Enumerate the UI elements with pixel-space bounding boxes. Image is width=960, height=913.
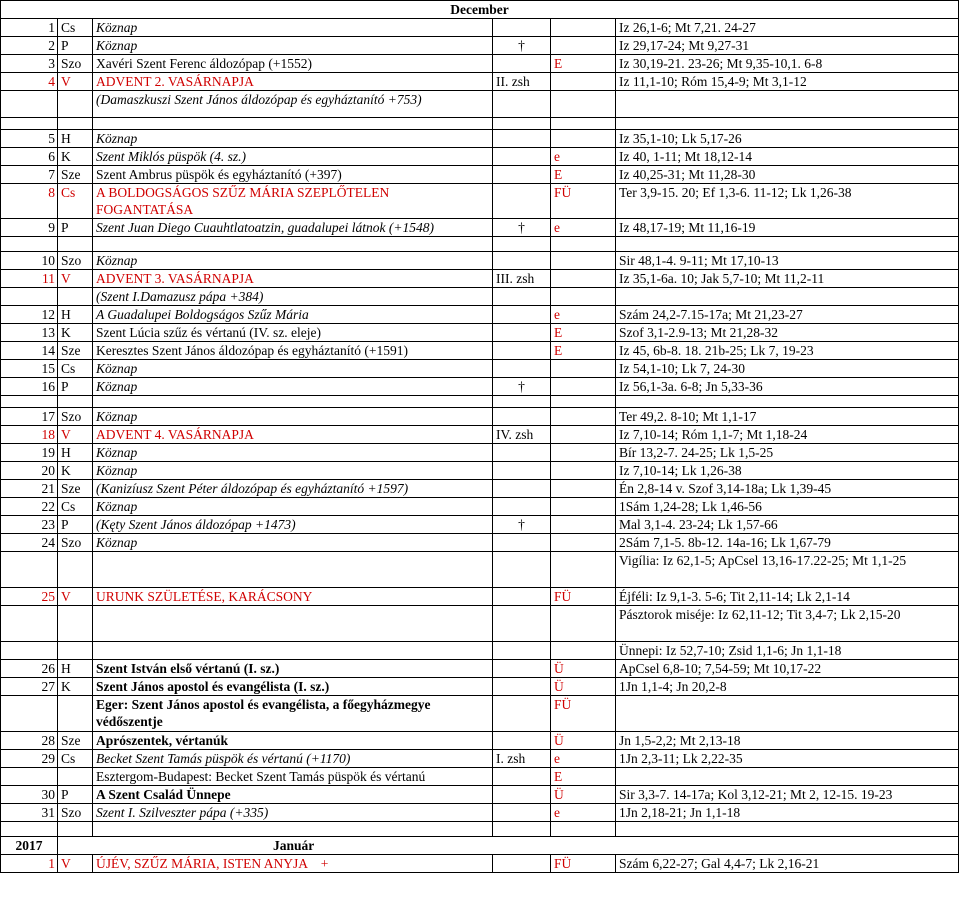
readings: Én 2,8-14 v. Szof 3,14-18a; Lk 1,39-45 — [616, 480, 959, 498]
feast-name: Köznap — [93, 534, 493, 552]
day-number: 4 — [1, 73, 58, 91]
mark-cell — [493, 732, 551, 750]
readings: 1Jn 2,3-11; Lk 2,22-35 — [616, 750, 959, 768]
feast-name: Köznap — [93, 130, 493, 148]
feast-name: A Szent Család Ünnepe — [93, 786, 493, 804]
calendar-row-continuation — [1, 768, 959, 786]
day-number: 23 — [1, 516, 58, 534]
readings: Szof 3,1-2.9-13; Mt 21,28-32 — [616, 324, 959, 342]
mark-cell: I. zsh — [493, 750, 551, 768]
calendar-row-dec-8 — [1, 184, 959, 219]
mark-cell — [493, 184, 551, 219]
feast-name: A BOLDOGSÁGOS SZŰZ MÁRIA SZEPLŐTELEN FOGANTATÁSA — [93, 184, 493, 219]
empty-cell — [58, 91, 93, 118]
feast-name: Szent János apostol és evangélista (I. sz.) — [93, 678, 493, 696]
day-number: 17 — [1, 408, 58, 426]
day-number: 10 — [1, 252, 58, 270]
year-month-header-row — [1, 837, 959, 855]
readings: Ter 3,9-15. 20; Ef 1,3-6. 11-12; Lk 1,26-38 — [616, 184, 959, 219]
feast-name: (Kanizíusz Szent Péter áldozópap és egyháztanító +1597) — [93, 480, 493, 498]
mark-cell — [493, 252, 551, 270]
readings: 1Jn 2,18-21; Jn 1,1-18 — [616, 804, 959, 822]
readings: Vigília: Iz 62,1-5; ApCsel 13,16-17.22-25; Mt 1,1-25 — [616, 552, 959, 588]
day-number: 16 — [1, 378, 58, 396]
readings: Iz 26,1-6; Mt 7,21. 24-27 — [616, 19, 959, 37]
weekday: P — [58, 378, 93, 396]
day-number: 14 — [1, 342, 58, 360]
weekday: K — [58, 678, 93, 696]
calendar-row-dec-24 — [1, 534, 959, 552]
rank-code: E — [551, 768, 616, 786]
mark-cell — [493, 660, 551, 678]
mark-cell — [493, 678, 551, 696]
mark-cell — [493, 462, 551, 480]
month-title-december: December — [1, 1, 959, 19]
rank-code — [551, 37, 616, 55]
empty-cell — [1, 91, 58, 118]
day-number: 26 — [1, 660, 58, 678]
feast-name: Köznap — [93, 19, 493, 37]
rank-code: e — [551, 148, 616, 166]
weekday: H — [58, 660, 93, 678]
rank-code: e — [551, 306, 616, 324]
mark-cell: II. zsh — [493, 73, 551, 91]
day-number: 3 — [1, 55, 58, 73]
feast-name: Aprószentek, vértanúk — [93, 732, 493, 750]
calendar-row-dec-21 — [1, 480, 959, 498]
feast-name — [93, 642, 493, 660]
empty-cell — [551, 91, 616, 118]
feast-name: Szent Ambrus püspök és egyháztanító (+397) — [93, 166, 493, 184]
readings: Iz 11,1-10; Róm 15,4-9; Mt 3,1-12 — [616, 73, 959, 91]
weekday: Sze — [58, 166, 93, 184]
weekday: Szo — [58, 804, 93, 822]
calendar-row-dec-17 — [1, 408, 959, 426]
calendar-row-dec-6 — [1, 148, 959, 166]
calendar-row-dec-9 — [1, 219, 959, 237]
day-number — [1, 696, 58, 732]
readings: Szám 24,2-7.15-17a; Mt 21,23-27 — [616, 306, 959, 324]
readings: Mal 3,1-4. 23-24; Lk 1,57-66 — [616, 516, 959, 534]
day-number: 29 — [1, 750, 58, 768]
readings: 1Sám 1,24-28; Lk 1,46-56 — [616, 498, 959, 516]
calendar-row-dec-23 — [1, 516, 959, 534]
weekday: Cs — [58, 360, 93, 378]
month-header-row — [1, 1, 959, 19]
day-number: 5 — [1, 130, 58, 148]
feast-name: Köznap — [93, 498, 493, 516]
feast-name: Köznap — [93, 444, 493, 462]
rank-code — [551, 498, 616, 516]
calendar-row-dec-19 — [1, 444, 959, 462]
readings: Iz 7,10-14; Lk 1,26-38 — [616, 462, 959, 480]
rank-code: E — [551, 324, 616, 342]
mark-cell: IV. zsh — [493, 426, 551, 444]
day-number: 27 — [1, 678, 58, 696]
readings: Iz 54,1-10; Lk 7, 24-30 — [616, 360, 959, 378]
rank-code: FÜ — [551, 588, 616, 606]
calendar-row-dec-27 — [1, 678, 959, 696]
rank-code — [551, 552, 616, 588]
readings: 1Jn 1,1-4; Jn 20,2-8 — [616, 678, 959, 696]
readings: Pásztorok miséje: Iz 62,11-12; Tit 3,4-7; Lk 2,15-20 — [616, 606, 959, 642]
readings — [616, 768, 959, 786]
rank-code: FÜ — [551, 696, 616, 732]
rank-code — [551, 408, 616, 426]
feast-name: Esztergom-Budapest: Becket Szent Tamás püspök és vértanú — [93, 768, 493, 786]
readings: 2Sám 7,1-5. 8b-12. 14a-16; Lk 1,67-79 — [616, 534, 959, 552]
mark-cell — [493, 480, 551, 498]
readings: Jn 1,5-2,2; Mt 2,13-18 — [616, 732, 959, 750]
weekday: Sze — [58, 480, 93, 498]
mark-cell — [493, 444, 551, 462]
day-number: 7 — [1, 166, 58, 184]
weekday: Sze — [58, 732, 93, 750]
readings: Iz 35,1-6a. 10; Jak 5,7-10; Mt 11,2-11 — [616, 270, 959, 288]
feast-name: Szent Juan Diego Cuauhtlatoatzin, guadalupei látnok (+1548) — [93, 219, 493, 237]
calendar-row-dec-28 — [1, 732, 959, 750]
empty-cell — [1, 288, 58, 306]
calendar-row-dec-13 — [1, 324, 959, 342]
calendar-row-dec-25 — [1, 588, 959, 606]
rank-code — [551, 252, 616, 270]
day-number: 31 — [1, 804, 58, 822]
weekday: Cs — [58, 184, 93, 219]
weekday: Cs — [58, 498, 93, 516]
calendar-row-continuation — [1, 606, 959, 642]
calendar-row-dec-30 — [1, 786, 959, 804]
feast-name: Szent István első vértanú (I. sz.) — [93, 660, 493, 678]
day-number: 15 — [1, 360, 58, 378]
rank-code — [551, 378, 616, 396]
calendar-row-dec-31 — [1, 804, 959, 822]
readings: Iz 45, 6b-8. 18. 21b-25; Lk 7, 19-23 — [616, 342, 959, 360]
mark-cell — [493, 166, 551, 184]
weekday: P — [58, 37, 93, 55]
calendar-row-dec-10 — [1, 252, 959, 270]
weekday: Szo — [58, 55, 93, 73]
day-number: 1 — [1, 855, 58, 873]
rank-code — [551, 270, 616, 288]
readings: Bír 13,2-7. 24-25; Lk 1,5-25 — [616, 444, 959, 462]
readings: Iz 30,19-21. 23-26; Mt 9,35-10,1. 6-8 — [616, 55, 959, 73]
feast-name: ADVENT 2. VASÁRNAPJA — [93, 73, 493, 91]
feast-name: ADVENT 3. VASÁRNAPJA — [93, 270, 493, 288]
day-number: 12 — [1, 306, 58, 324]
month-title-january: Január — [58, 837, 959, 855]
mark-cell — [493, 855, 551, 873]
empty-cell — [58, 288, 93, 306]
january-section — [1, 822, 959, 873]
weekday: Cs — [58, 750, 93, 768]
mark-cell — [493, 148, 551, 166]
rank-code: E — [551, 55, 616, 73]
day-number: 8 — [1, 184, 58, 219]
day-number — [1, 642, 58, 660]
mark-cell — [493, 130, 551, 148]
mark-cell — [493, 534, 551, 552]
rank-code — [551, 444, 616, 462]
day-number: 19 — [1, 444, 58, 462]
day-number: 1 — [1, 19, 58, 37]
rank-code — [551, 360, 616, 378]
readings: Iz 35,1-10; Lk 5,17-26 — [616, 130, 959, 148]
rank-code — [551, 462, 616, 480]
empty-cell — [551, 288, 616, 306]
rank-code: FÜ — [551, 184, 616, 219]
day-number: 22 — [1, 498, 58, 516]
weekday: V — [58, 270, 93, 288]
mark-cell — [493, 306, 551, 324]
day-number: 28 — [1, 732, 58, 750]
rank-code — [551, 516, 616, 534]
feast-name: (Kęty Szent János áldozópap +1473) — [93, 516, 493, 534]
weekday — [58, 768, 93, 786]
weekday: V — [58, 855, 93, 873]
feast-name: ADVENT 4. VASÁRNAPJA — [93, 426, 493, 444]
weekday: Szo — [58, 408, 93, 426]
rank-code — [551, 606, 616, 642]
feast-name: Köznap — [93, 408, 493, 426]
empty-cell — [616, 91, 959, 118]
calendar-row-jan-1 — [1, 855, 959, 873]
calendar-row-note — [1, 288, 959, 306]
calendar-row-continuation — [1, 642, 959, 660]
day-number: 24 — [1, 534, 58, 552]
day-number — [1, 552, 58, 588]
day-number: 20 — [1, 462, 58, 480]
feast-name: Xavéri Szent Ferenc áldozópap (+1552) — [93, 55, 493, 73]
readings: Iz 7,10-14; Róm 1,1-7; Mt 1,18-24 — [616, 426, 959, 444]
rank-code: e — [551, 750, 616, 768]
readings: Ter 49,2. 8-10; Mt 1,1-17 — [616, 408, 959, 426]
rank-code: Ü — [551, 732, 616, 750]
mark-cell: † — [493, 516, 551, 534]
feast-name: ÚJÉV, SZŰZ MÁRIA, ISTEN ANYJA + — [93, 855, 493, 873]
day-number: 21 — [1, 480, 58, 498]
mark-cell — [493, 552, 551, 588]
day-number — [1, 606, 58, 642]
weekday: H — [58, 306, 93, 324]
mark-cell — [493, 642, 551, 660]
calendar-row-dec-16 — [1, 378, 959, 396]
readings: Iz 29,17-24; Mt 9,27-31 — [616, 37, 959, 55]
rank-code: Ü — [551, 786, 616, 804]
rank-code — [551, 426, 616, 444]
calendar-row-dec-20 — [1, 462, 959, 480]
weekday: H — [58, 130, 93, 148]
calendar-row-continuation — [1, 552, 959, 588]
calendar-row-dec-15 — [1, 360, 959, 378]
day-number: 13 — [1, 324, 58, 342]
mark-cell: † — [493, 378, 551, 396]
mark-cell — [493, 804, 551, 822]
weekday — [58, 642, 93, 660]
calendar-row-dec-22 — [1, 498, 959, 516]
calendar-row-note — [1, 91, 959, 118]
day-number: 25 — [1, 588, 58, 606]
calendar-row-dec-1 — [1, 19, 959, 37]
weekday: Szo — [58, 252, 93, 270]
feast-name: Köznap — [93, 360, 493, 378]
spacer-row — [1, 822, 959, 837]
weekday: H — [58, 444, 93, 462]
weekday — [58, 552, 93, 588]
mark-cell — [493, 606, 551, 642]
mark-cell — [493, 342, 551, 360]
day-number: 30 — [1, 786, 58, 804]
weekday: Cs — [58, 19, 93, 37]
rank-code: Ü — [551, 660, 616, 678]
mark-cell — [493, 786, 551, 804]
rank-code: E — [551, 342, 616, 360]
weekday: K — [58, 324, 93, 342]
weekday: V — [58, 588, 93, 606]
calendar-row-dec-29 — [1, 750, 959, 768]
calendar-row-dec-18 — [1, 426, 959, 444]
readings: Iz 56,1-3a. 6-8; Jn 5,33-36 — [616, 378, 959, 396]
rank-code: e — [551, 219, 616, 237]
calendar-row-dec-4 — [1, 73, 959, 91]
calendar-row-dec-2 — [1, 37, 959, 55]
rank-code: e — [551, 804, 616, 822]
weekday: P — [58, 516, 93, 534]
rank-code — [551, 480, 616, 498]
mark-cell — [493, 498, 551, 516]
weekday: Szo — [58, 534, 93, 552]
weekday: Sze — [58, 342, 93, 360]
readings: Szám 6,22-27; Gal 4,4-7; Lk 2,16-21 — [616, 855, 959, 873]
rank-code: FÜ — [551, 855, 616, 873]
calendar-row-dec-7 — [1, 166, 959, 184]
readings: Iz 48,17-19; Mt 11,16-19 — [616, 219, 959, 237]
weekday: K — [58, 148, 93, 166]
day-number: 9 — [1, 219, 58, 237]
rank-code — [551, 642, 616, 660]
feast-name: A Guadalupei Boldogságos Szűz Mária — [93, 306, 493, 324]
day-number — [1, 768, 58, 786]
rank-code: E — [551, 166, 616, 184]
feast-name: Szent I. Szilveszter pápa (+335) — [93, 804, 493, 822]
mark-cell — [493, 360, 551, 378]
weekday: V — [58, 73, 93, 91]
feast-name: Köznap — [93, 462, 493, 480]
feast-name: Szent Lúcia szűz és vértanú (IV. sz. eleje) — [93, 324, 493, 342]
day-number: 6 — [1, 148, 58, 166]
readings: Éjféli: Iz 9,1-3. 5-6; Tit 2,11-14; Lk 2,1-14 — [616, 588, 959, 606]
optional-memorial: (Szent I.Damazusz pápa +384) — [93, 288, 493, 306]
feast-name — [93, 606, 493, 642]
spacer-row — [1, 237, 959, 252]
weekday: P — [58, 786, 93, 804]
readings: Sir 3,3-7. 14-17a; Kol 3,12-21; Mt 2, 12-15. 19-23 — [616, 786, 959, 804]
feast-name: URUNK SZÜLETÉSE, KARÁCSONY — [93, 588, 493, 606]
mark-cell — [493, 588, 551, 606]
feast-name — [93, 552, 493, 588]
year-label: 2017 — [1, 837, 58, 855]
readings: Sir 48,1-4. 9-11; Mt 17,10-13 — [616, 252, 959, 270]
weekday — [58, 696, 93, 732]
calendar-row-dec-12 — [1, 306, 959, 324]
feast-name: Szent Miklós püspök (4. sz.) — [93, 148, 493, 166]
optional-memorial: (Damaszkuszi Szent János áldozópap és egyháztanító +753) — [93, 91, 493, 118]
readings: Iz 40,25-31; Mt 11,28-30 — [616, 166, 959, 184]
day-number: 11 — [1, 270, 58, 288]
empty-cell — [616, 288, 959, 306]
rank-code — [551, 19, 616, 37]
calendar-row-dec-5 — [1, 130, 959, 148]
calendar-row-continuation — [1, 696, 959, 732]
mark-cell — [493, 408, 551, 426]
rank-code — [551, 130, 616, 148]
readings: Ünnepi: Iz 52,7-10; Zsid 1,1-6; Jn 1,1-18 — [616, 642, 959, 660]
feast-name: Keresztes Szent János áldozópap és egyháztanító (+1591) — [93, 342, 493, 360]
weekday — [58, 606, 93, 642]
spacer-row — [1, 396, 959, 408]
mark-cell — [493, 55, 551, 73]
readings: ApCsel 6,8-10; 7,54-59; Mt 10,17-22 — [616, 660, 959, 678]
day-number: 18 — [1, 426, 58, 444]
mark-cell: III. zsh — [493, 270, 551, 288]
mark-cell: † — [493, 37, 551, 55]
mark-cell — [493, 19, 551, 37]
feast-name: Becket Szent Tamás püspök és vértanú (+1170) — [93, 750, 493, 768]
mark-cell — [493, 324, 551, 342]
calendar-row-dec-26 — [1, 660, 959, 678]
calendar-row-dec-14 — [1, 342, 959, 360]
mark-cell — [493, 696, 551, 732]
feast-name: Köznap — [93, 378, 493, 396]
rank-code — [551, 73, 616, 91]
weekday: V — [58, 426, 93, 444]
empty-cell — [493, 288, 551, 306]
weekday: P — [58, 219, 93, 237]
empty-cell — [493, 91, 551, 118]
calendar-row-dec-3 — [1, 55, 959, 73]
calendar-row-dec-11 — [1, 270, 959, 288]
mark-cell: † — [493, 219, 551, 237]
rank-code: Ü — [551, 678, 616, 696]
feast-name: Köznap — [93, 252, 493, 270]
mark-cell — [493, 768, 551, 786]
calendar-rows — [1, 19, 959, 822]
feast-name: Eger: Szent János apostol és evangélista, a főegyházmegye védőszentje — [93, 696, 493, 732]
rank-code — [551, 534, 616, 552]
feast-name: Köznap — [93, 37, 493, 55]
day-number: 2 — [1, 37, 58, 55]
weekday: K — [58, 462, 93, 480]
readings — [616, 696, 959, 732]
readings: Iz 40, 1-11; Mt 18,12-14 — [616, 148, 959, 166]
spacer-row — [1, 118, 959, 130]
